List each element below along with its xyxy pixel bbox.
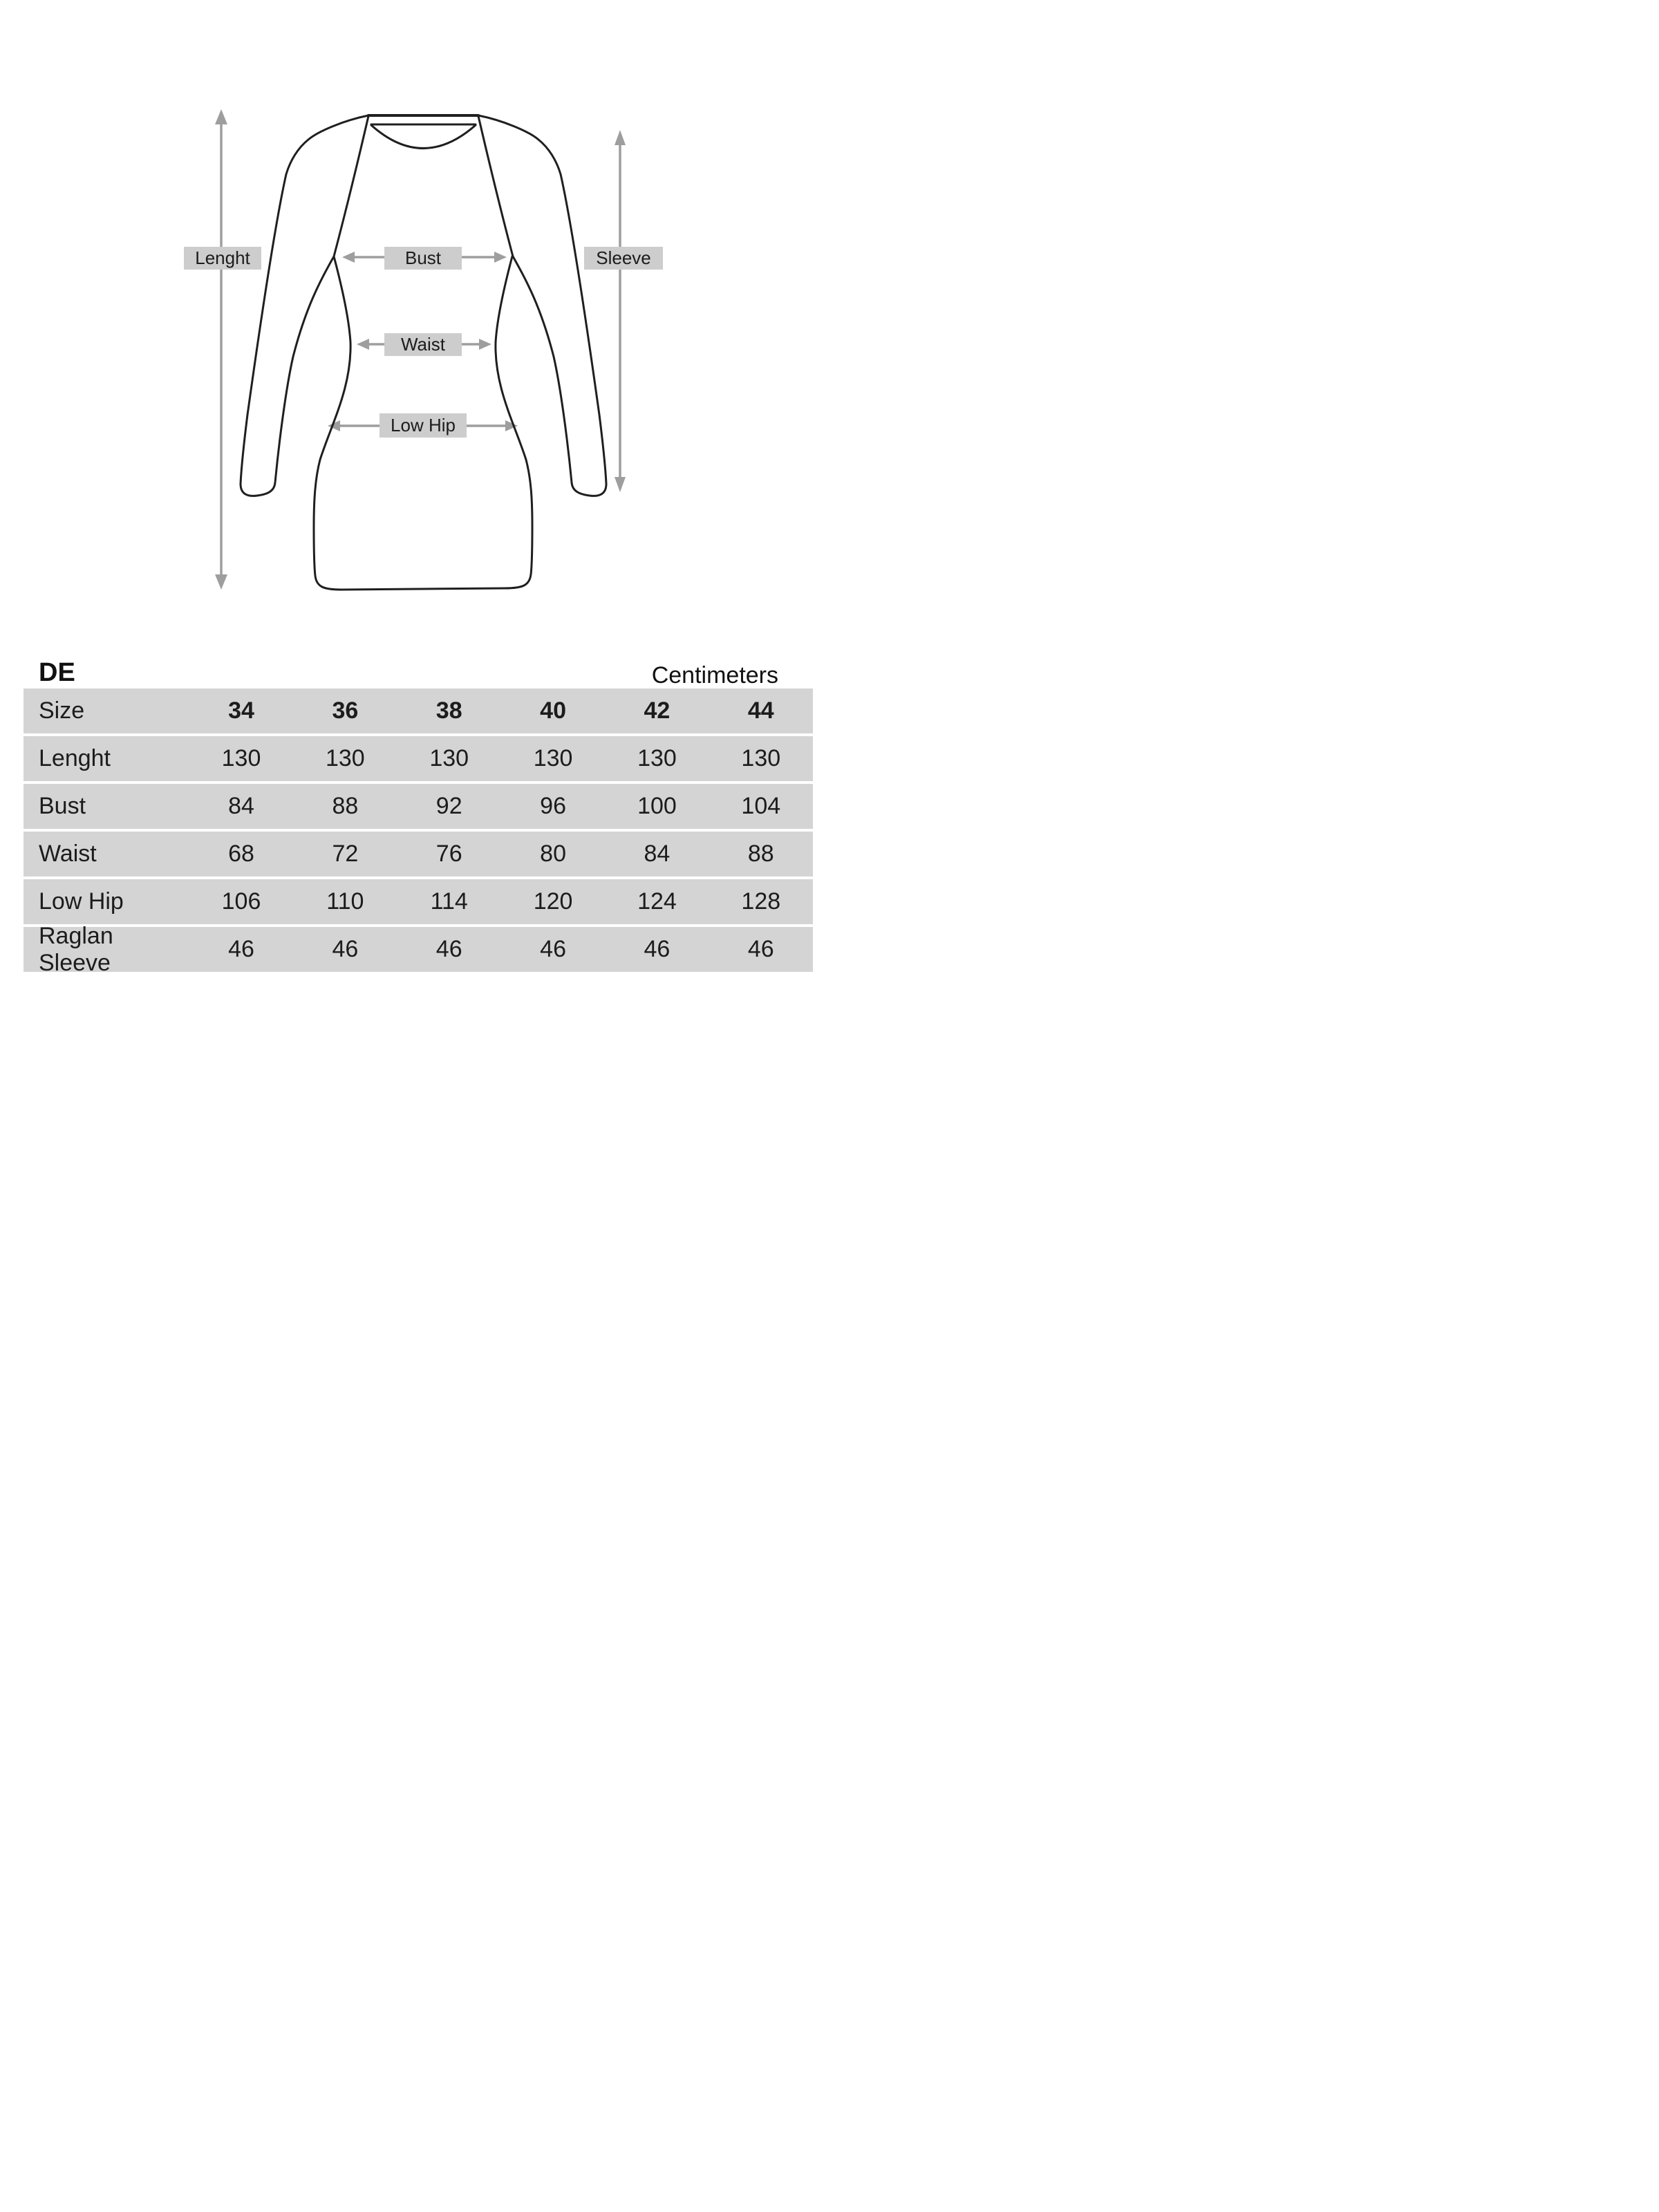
value-cell: 46 <box>435 936 462 962</box>
sleeve-arrow <box>615 130 626 492</box>
value-cell: 110 <box>326 888 364 915</box>
row-label: Low Hip <box>39 888 124 915</box>
table-row-low-hip <box>24 879 813 924</box>
value-cell: 84 <box>644 841 671 867</box>
value-cell: 130 <box>221 745 261 771</box>
value-cell: 96 <box>540 793 566 819</box>
row-label: Lenght <box>39 745 111 771</box>
size-cell: 38 <box>435 697 462 724</box>
row-label: Bust <box>39 793 86 819</box>
row-label: Size <box>39 697 85 724</box>
value-cell: 130 <box>533 745 573 771</box>
right-sleeve <box>478 115 606 496</box>
dress-line-art <box>0 0 830 622</box>
size-cell: 36 <box>332 697 359 724</box>
table-row-raglan-sleeve <box>24 922 813 976</box>
size-cell: 42 <box>644 697 671 724</box>
value-cell: 124 <box>637 888 677 915</box>
table-row-waist <box>24 832 813 877</box>
row-label: Raglan Sleeve <box>39 922 113 976</box>
length-arrow <box>215 109 227 590</box>
neck-scoop <box>371 125 476 149</box>
value-cell: 128 <box>741 888 781 915</box>
length-label: Lenght <box>184 247 261 270</box>
value-cell: 114 <box>430 888 468 915</box>
sleeve-label: Sleeve <box>584 247 663 270</box>
value-cell: 104 <box>741 793 781 819</box>
table-row-bust <box>24 784 813 829</box>
low-hip-label: Low Hip <box>379 413 467 438</box>
value-cell: 130 <box>325 745 365 771</box>
value-cell: 130 <box>429 745 469 771</box>
value-cell: 88 <box>747 841 774 867</box>
waist-label: Waist <box>384 333 462 356</box>
size-table <box>24 688 813 975</box>
table-row-size <box>24 688 813 733</box>
value-cell: 76 <box>435 841 462 867</box>
value-cell: 46 <box>644 936 671 962</box>
value-cell: 100 <box>637 793 677 819</box>
size-cell: 44 <box>747 697 774 724</box>
value-cell: 92 <box>435 793 462 819</box>
value-cell: 84 <box>228 793 254 819</box>
value-cell: 68 <box>228 841 254 867</box>
size-cell: 40 <box>540 697 566 724</box>
value-cell: 46 <box>228 936 254 962</box>
left-raglan-seam <box>334 116 368 256</box>
value-cell: 72 <box>332 841 359 867</box>
value-cell: 80 <box>540 841 566 867</box>
row-label: Waist <box>39 841 97 867</box>
table-row-length <box>24 736 813 781</box>
unit-label: Centimeters <box>651 662 778 688</box>
region-code: DE <box>39 658 75 687</box>
value-cell: 46 <box>540 936 566 962</box>
value-cell: 46 <box>332 936 359 962</box>
value-cell: 46 <box>747 936 774 962</box>
value-cell: 88 <box>332 793 359 819</box>
value-cell: 106 <box>221 888 261 915</box>
size-cell: 34 <box>228 697 254 724</box>
value-cell: 120 <box>533 888 573 915</box>
right-raglan-seam <box>478 116 513 256</box>
bust-label: Bust <box>384 247 462 270</box>
value-cell: 130 <box>741 745 781 771</box>
left-sleeve <box>241 115 368 496</box>
value-cell: 130 <box>637 745 677 771</box>
